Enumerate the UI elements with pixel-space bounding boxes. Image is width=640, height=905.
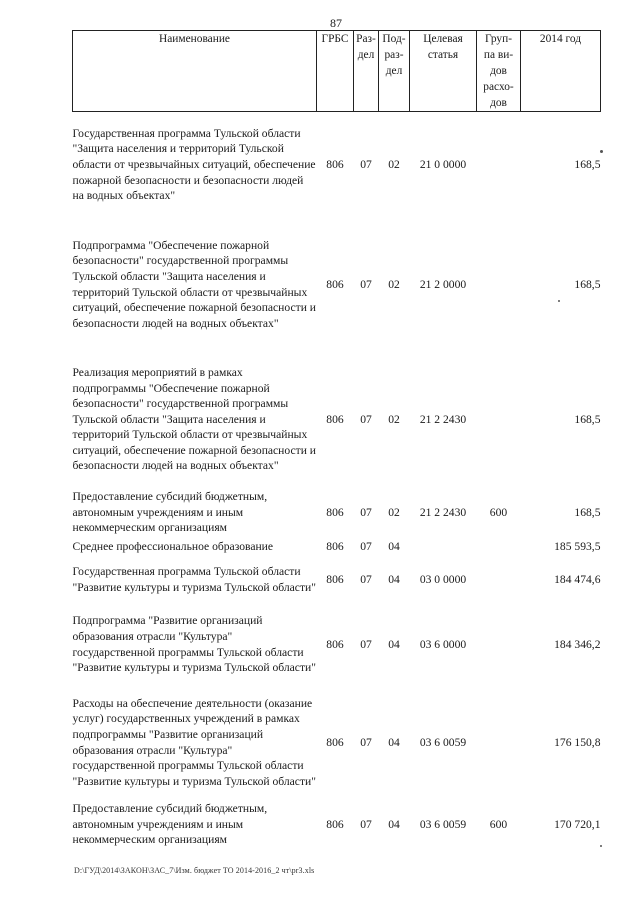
row-amount: 170 720,1: [554, 817, 601, 831]
row-podrazdel: 02: [388, 505, 400, 519]
table-row: [73, 686, 601, 800]
row-amount: 185 593,5: [554, 539, 601, 553]
row-grbs: 806: [326, 637, 344, 651]
row-podrazdel: 04: [388, 735, 400, 749]
row-razdel: 07: [360, 572, 372, 586]
row-grbs: 806: [326, 817, 344, 831]
row-grbs: 806: [326, 277, 344, 291]
row-grbs: 806: [326, 735, 344, 749]
row-amount: 168,5: [574, 277, 601, 291]
row-razdel: 07: [360, 637, 372, 651]
row-amount: 184 474,6: [554, 572, 601, 586]
row-grbs: 806: [326, 572, 344, 586]
row-celevaya: 03 6 0059: [419, 817, 467, 831]
row-celevaya: 03 6 0059: [419, 735, 467, 749]
row-name: Предоставление субсидий бюджетным, автономным учреждениям и иным некоммерческим организациям: [72, 802, 268, 847]
header-year: 2014 год: [521, 31, 601, 112]
row-podrazdel: 04: [388, 817, 400, 831]
row-razdel: 07: [360, 817, 372, 831]
row-gruppa: [477, 112, 521, 218]
row-celevaya: 21 0 0000: [419, 157, 467, 171]
scan-speck: [600, 845, 602, 847]
table-row: [73, 488, 601, 538]
header-celevaya: Целевая статья: [410, 31, 477, 112]
row-razdel: 07: [360, 277, 372, 291]
row-gruppa: 600: [489, 505, 508, 519]
row-celevaya: [410, 538, 477, 556]
row-razdel: 07: [360, 157, 372, 171]
table-body: [73, 112, 601, 850]
header-name: Наименование: [73, 31, 317, 112]
row-gruppa: [477, 556, 521, 604]
row-name: Реализация мероприятий в рамках подпрограммы "Обеспечение пожарной безопасности" государственной программы Тульской области "Защита населения и территорий Тульской области от чрезвычайных ситуаций, обеспечение пожарной безопасности и безопасности людей на водных объектах": [72, 365, 316, 473]
row-razdel: 07: [360, 539, 372, 553]
table-row: [73, 800, 601, 850]
row-celevaya: 21 2 0000: [419, 277, 467, 291]
table-row: [73, 352, 601, 488]
row-gruppa: [477, 686, 521, 800]
row-celevaya: 21 2 2430: [419, 412, 467, 426]
row-podrazdel: 02: [388, 412, 400, 426]
row-grbs: 806: [326, 157, 344, 171]
table-row: [73, 604, 601, 686]
scan-speck: [600, 150, 603, 153]
row-celevaya: 03 6 0000: [419, 637, 467, 651]
table-row: [73, 538, 601, 556]
row-gruppa: [477, 218, 521, 352]
row-amount: 184 346,2: [554, 637, 601, 651]
row-podrazdel: 02: [388, 277, 400, 291]
table-row: [73, 112, 601, 218]
row-grbs: 806: [326, 505, 344, 519]
row-name: Государственная программа Тульской области "Развитие культуры и туризма Тульской области": [72, 564, 316, 594]
row-amount: 168,5: [574, 157, 601, 171]
row-celevaya: 03 0 0000: [419, 572, 467, 586]
row-celevaya: 21 2 2430: [419, 505, 467, 519]
row-podrazdel: 04: [388, 637, 400, 651]
row-gruppa: [477, 604, 521, 686]
row-gruppa: [477, 352, 521, 488]
budget-table: [72, 30, 601, 850]
header-gruppa: Груп- па ви- дов расхо- дов: [477, 31, 521, 112]
row-amount: 168,5: [574, 412, 601, 426]
header-grbs: ГРБС: [317, 31, 354, 112]
row-gruppa: [477, 538, 521, 556]
row-podrazdel: 04: [388, 572, 400, 586]
footer-file-path: D:\ГУД\2014\ЗАКОН\ЗАС_7\Изм. бюджет ТО 2014-2016_2 чт\pr3.xls: [74, 866, 315, 875]
table-header: [73, 31, 601, 112]
row-name: Предоставление субсидий бюджетным, автономным учреждениям и иным некоммерческим организациям: [72, 490, 268, 535]
header-podrazdel: Под- раз- дел: [379, 31, 410, 112]
row-name: Подпрограмма "Развитие организаций образования отрасли "Культура" государственной программы Тульской области "Развитие культуры и туризма Тульской области": [72, 614, 316, 675]
row-podrazdel: 02: [388, 157, 400, 171]
page-number: 87: [330, 16, 342, 30]
scan-speck: [558, 300, 560, 302]
row-razdel: 07: [360, 735, 372, 749]
row-amount: 176 150,8: [554, 735, 601, 749]
row-name: Расходы на обеспечение деятельности (оказание услуг) государственных учреждений в рамках подпрограммы "Развитие организаций образования отрасли "Культура" государственной программы Тульской области "Развитие культуры и туризма Тульской области": [72, 696, 316, 788]
row-razdel: 07: [360, 412, 372, 426]
row-razdel: 07: [360, 505, 372, 519]
row-name: Среднее профессиональное образование: [72, 539, 274, 553]
row-grbs: 806: [326, 412, 344, 426]
row-amount: 168,5: [574, 505, 601, 519]
row-grbs: 806: [326, 539, 344, 553]
row-name: Государственная программа Тульской области "Защита населения и территорий Тульской области от чрезвычайных ситуаций, обеспечение пожарной безопасности и безопасности людей на водных объектах": [72, 126, 316, 203]
row-name: Подпрограмма "Обеспечение пожарной безопасности" государственной программы Тульской области "Защита населения и территорий Тульской области от чрезвычайных ситуаций, обеспечение пожарной безопасности и безопасности людей на водных объектах": [72, 238, 316, 330]
row-podrazdel: 04: [388, 539, 400, 553]
table-row: [73, 218, 601, 352]
table-row: [73, 556, 601, 604]
header-razdel: Раз- дел: [354, 31, 379, 112]
row-gruppa: 600: [489, 817, 508, 831]
